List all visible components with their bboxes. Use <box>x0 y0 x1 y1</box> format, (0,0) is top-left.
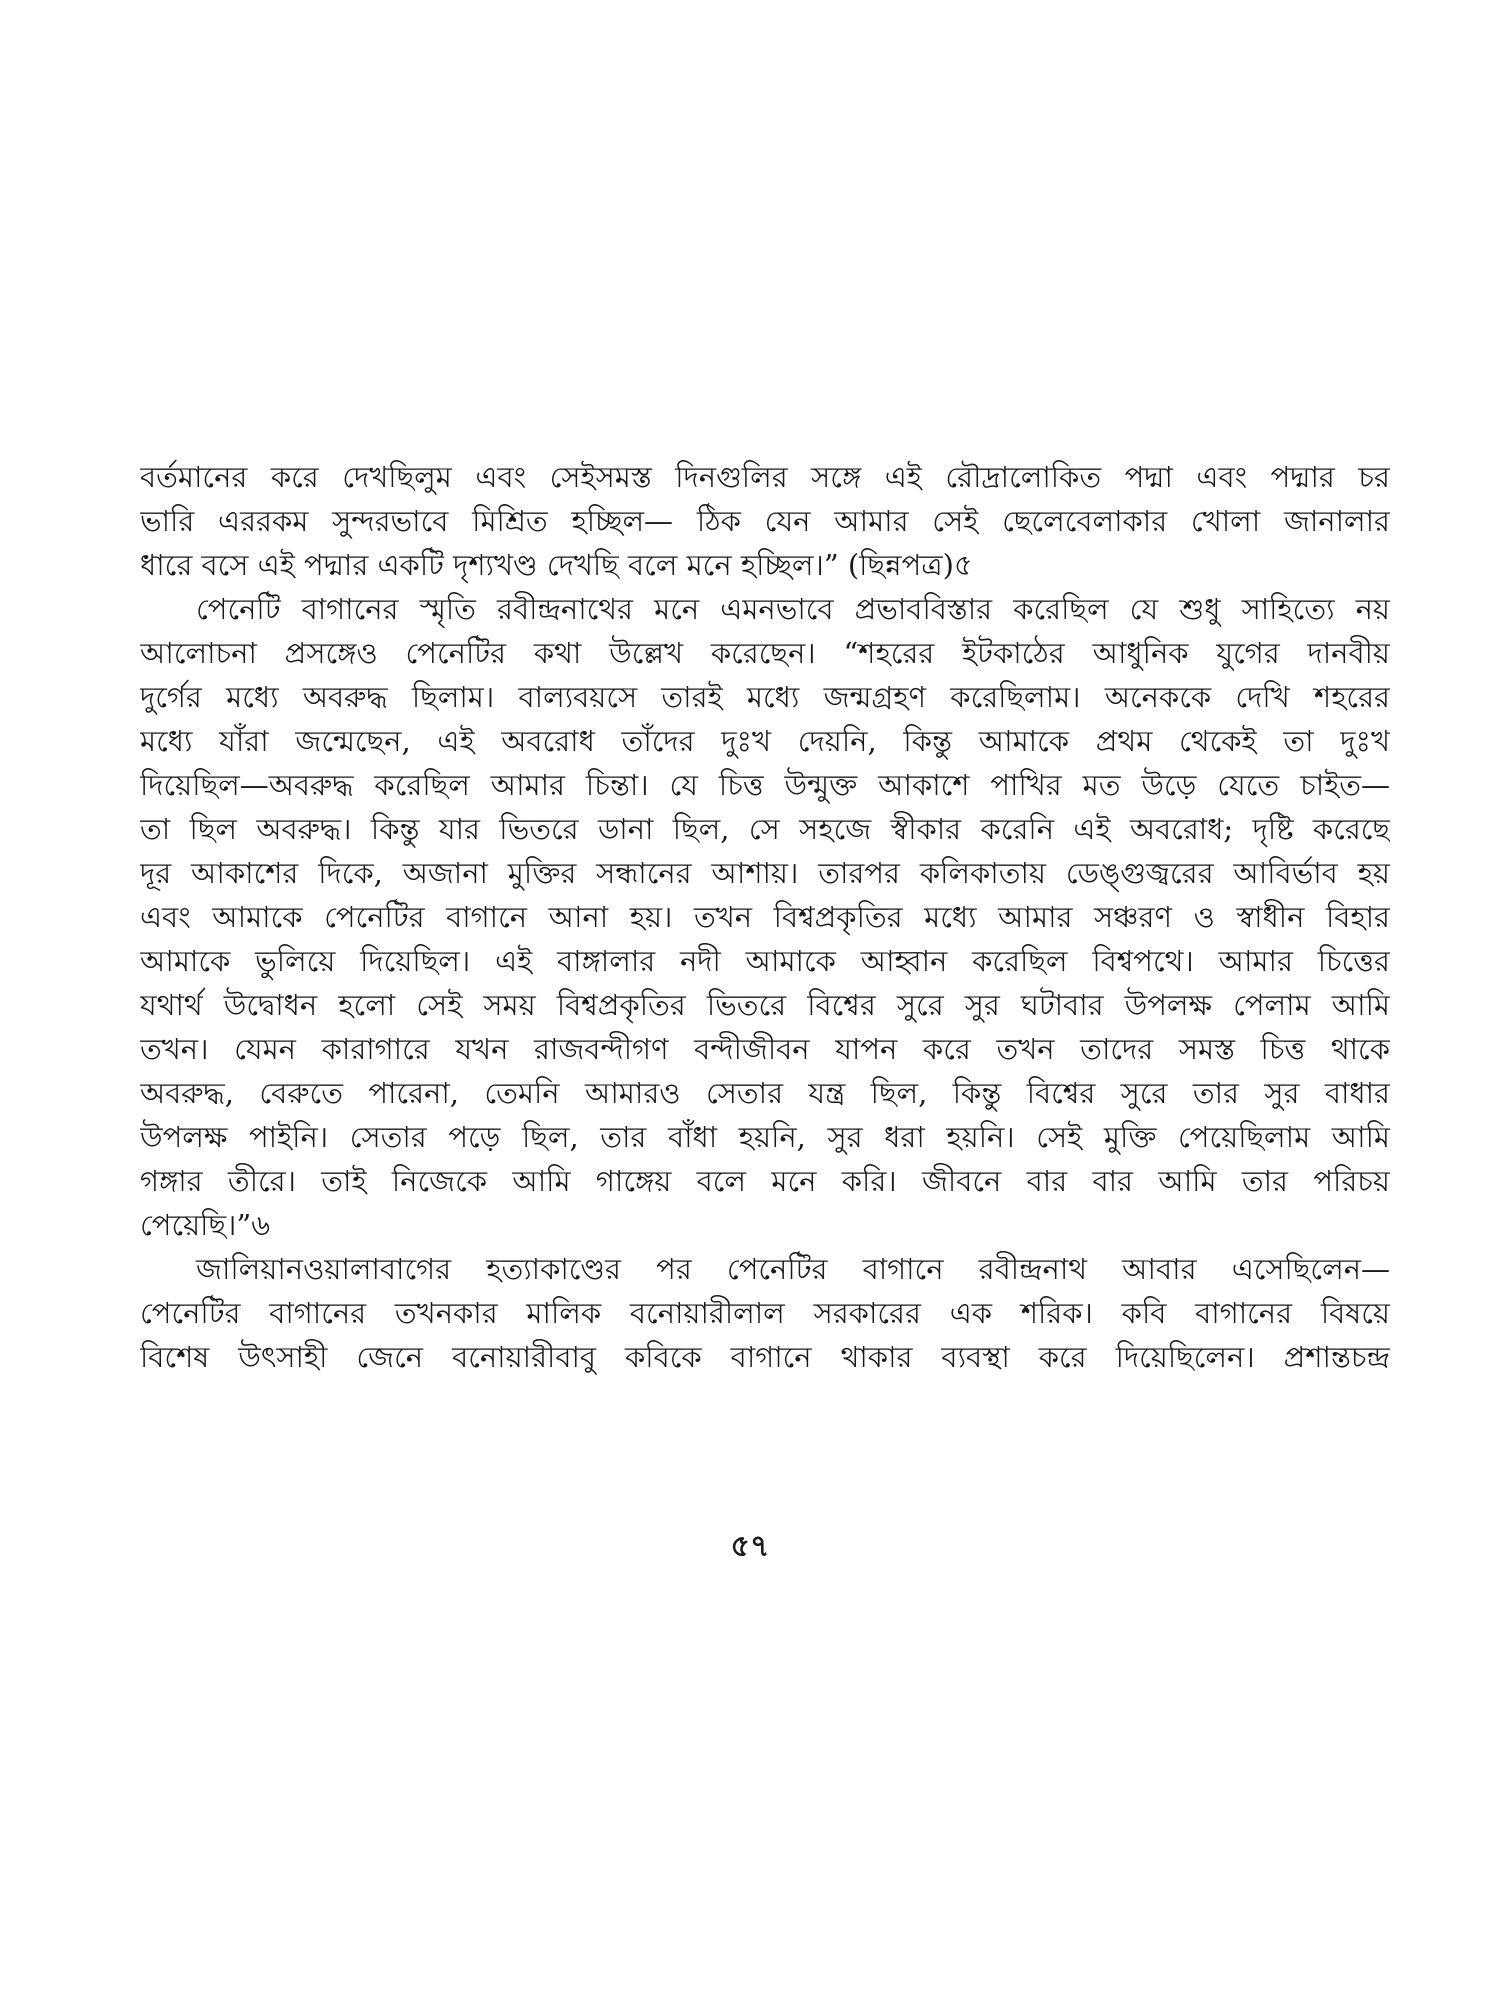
text-line: পেনেটি বাগানের স্মৃতি রবীন্দ্রনাথের মনে এমনভাবে প্রভাববিস্তার করেছিল যে শুধু সাহিত্যে নয় <box>196 592 1390 626</box>
text-line: দুর্গের মধ্যে অবরুদ্ধ ছিলাম। বাল্যবয়সে তারই মধ্যে জন্মগ্রহণ করেছিলাম। অনেককে দেখি শহরের <box>140 680 1390 714</box>
text-line: উপলক্ষ পাইনি। সেতার পড়ে ছিল, তার বাঁধা হয়নি, সুর ধরা হয়নি। সেই মুক্তি পেয়েছিলাম আমি <box>140 1120 1390 1154</box>
text-line: জালিয়ানওয়ালাবাগের হত্যাকাণ্ডের পর পেনেটির বাগানে রবীন্দ্রনাথ আবার এসেছিলেন— <box>196 1252 1390 1286</box>
text-line: যথার্থ উদ্বোধন হলো সেই সময় বিশ্বপ্রকৃতির ভিতরে বিশ্বের সুরে সুর ঘটাবার উপলক্ষ পেলাম আমি <box>140 988 1390 1022</box>
text-line: দূর আকাশের দিকে, অজানা মুক্তির সন্ধানের আশায়। তারপর কলিকাতায় ডেঙ্গুজ্বরের আবির্ভাব হয় <box>140 856 1390 890</box>
text-line: বিশেষ উৎসাহী জেনে বনোয়ারীবাবু কবিকে বাগানে থাকার ব্যবস্থা করে দিয়েছিলেন। প্রশান্তচন্দ্র <box>140 1340 1390 1374</box>
text-line: ভারি এররকম সুন্দরভাবে মিশ্রিত হচ্ছিল— ঠিক যেন আমার সেই ছেলেবেলাকার খোলা জানালার <box>140 504 1390 538</box>
text-line: আলোচনা প্রসঙ্গেও পেনেটির কথা উল্লেখ করেছেন। “শহরের ইটকাঠের আধুনিক যুগের দানবীয় <box>140 636 1390 670</box>
text-line: পেয়েছি।”৬ <box>140 1208 271 1242</box>
text-line: বর্তমানের করে দেখছিলুম এবং সেইসমস্ত দিনগুলির সঙ্গে এই রৌদ্রালোকিত পদ্মা এবং পদ্মার চর <box>140 460 1390 494</box>
text-line: পেনেটির বাগানের তখনকার মালিক বনোয়ারীলাল সরকারের এক শরিক। কবি বাগানের বিষয়ে <box>140 1296 1390 1330</box>
text-line: তখন। যেমন কারাগারে যখন রাজবন্দীগণ বন্দীজীবন যাপন করে তখন তাদের সমস্ত চিত্ত থাকে <box>140 1032 1390 1066</box>
text-line: এবং আমাকে পেনেটির বাগানে আনা হয়। তখন বিশ্বপ্রকৃতির মধ্যে আমার সঞ্চরণ ও স্বাধীন বিহার <box>140 900 1390 934</box>
text-block <box>140 455 1390 1379</box>
text-line: আমাকে ভুলিয়ে দিয়েছিল। এই বাঙ্গালার নদী আমাকে আহ্বান করেছিল বিশ্বপথে। আমার চিত্তের <box>140 944 1390 978</box>
page-body <box>140 455 1390 1379</box>
text-line: দিয়েছিল—অবরুদ্ধ করেছিল আমার চিন্তা। যে চিত্ত উন্মুক্ত আকাশে পাখির মত উড়ে যেতে চাইত— <box>140 768 1390 802</box>
text-line: অবরুদ্ধ, বেরুতে পারেনা, তেমনি আমারও সেতার যন্ত্র ছিল, কিন্তু বিশ্বের সুরে তার সুর বাধার <box>140 1076 1390 1110</box>
text-line: ধারে বসে এই পদ্মার একটি দৃশ্যখণ্ড দেখছি বলে মনে হচ্ছিল।” (ছিন্নপত্র)৫ <box>140 548 973 582</box>
text-line: তা ছিল অবরুদ্ধ। কিন্তু যার ভিতরে ডানা ছিল, সে সহজে স্বীকার করেনি এই অবরোধ; দৃষ্টি করেছে <box>140 812 1390 846</box>
text-line: মধ্যে যাঁরা জন্মেছেন, এই অবরোধ তাঁদের দুঃখ দেয়নি, কিন্তু আমাকে প্রথম থেকেই তা দুঃখ <box>140 724 1390 758</box>
text-line: গঙ্গার তীরে। তাই নিজেকে আমি গাঙ্গেয় বলে মনে করি। জীবনে বার বার আমি তার পরিচয় <box>140 1164 1390 1198</box>
page-number: ৫৭ <box>730 1529 770 1564</box>
